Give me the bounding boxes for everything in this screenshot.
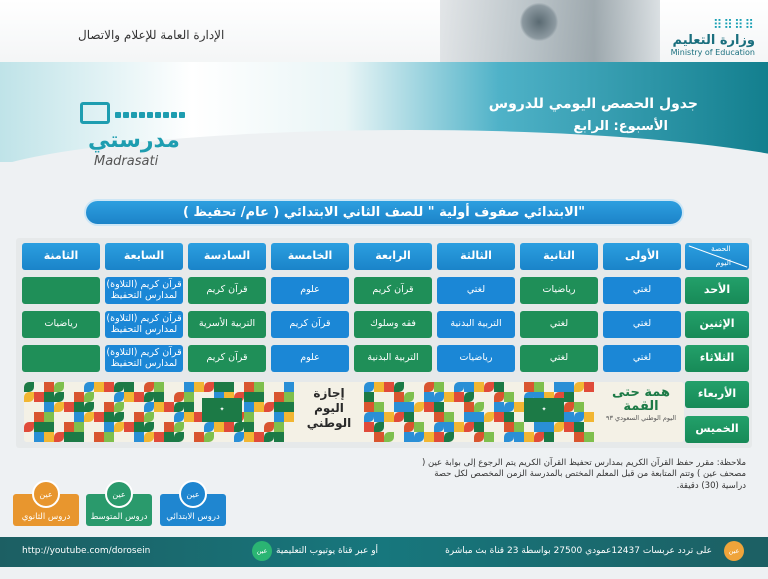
lesson-cell (22, 277, 100, 304)
week-label: الأسبوع: الرابع (573, 119, 668, 134)
lesson-cell: لغتي (520, 311, 598, 338)
ein-icon: عين (32, 480, 60, 508)
lesson-cell: قرآن كريم (التلاوة) لمدارس التحفيظ (105, 345, 183, 372)
period-header: الثالثة (437, 243, 515, 270)
pattern-decoration (364, 382, 602, 442)
period-header: السادسة (188, 243, 266, 270)
holiday-line: الوطني (306, 416, 352, 430)
lesson-cell: فقه وسلوك (354, 311, 432, 338)
lesson-cell: التربية البدنية (354, 345, 432, 372)
day-label-wednesday: الأربعاء (685, 381, 749, 408)
secondary-lessons-button[interactable] (13, 489, 79, 526)
corner-day-label: اليوم (715, 258, 731, 268)
holiday-line: إجازة (313, 386, 345, 400)
lesson-cell: التربية الأسرية (188, 311, 266, 338)
book-icon (80, 102, 110, 124)
lesson-cell: قرآن كريم (271, 311, 349, 338)
ein-tv-icon: عين (724, 541, 744, 561)
period-header: الثانية (520, 243, 598, 270)
period-header: الخامسة (271, 243, 349, 270)
holiday-line: اليوم (314, 401, 344, 415)
himma-logo (604, 386, 678, 422)
youtube-text: أو عبر قناة يوتيوب التعليمية (276, 546, 379, 556)
tv-frequency-text: على تردد عربسات 12437عمودي 27500 بواسطة 23 قناة بث مباشرة (445, 546, 712, 556)
madrasati-logo (80, 100, 200, 170)
himma-subtitle: اليوم الوطني السعودي ٩٣ (605, 413, 677, 422)
ein-channel-icon: عين (252, 541, 272, 561)
ein-icon: عين (179, 480, 207, 508)
lesson-cell: قرآن كريم (188, 277, 266, 304)
lesson-cell: علوم (271, 345, 349, 372)
ministry-name-en: Ministry of Education (670, 48, 755, 57)
youtube-link[interactable]: http://youtube.com/dorosein (22, 546, 151, 556)
stage-label: دروس الثانوي (21, 512, 71, 522)
schedule-title: جدول الحصص اليومي للدروس (488, 96, 698, 112)
period-header: الرابعة (354, 243, 432, 270)
saudi-flag-icon: ✦ (524, 398, 564, 422)
lesson-cell: قرآن كريم (التلاوة) لمدارس التحفيظ (105, 277, 183, 304)
lesson-cell: لغتي (437, 277, 515, 304)
lesson-cell: قرآن كريم (354, 277, 432, 304)
media-department-label: الإدارة العامة للإعلام والاتصال (78, 28, 225, 42)
logo-text-en: Madrasati (94, 154, 159, 169)
lesson-cell (22, 345, 100, 372)
national-day-banner (24, 382, 684, 442)
lesson-cell: لغتي (603, 277, 681, 304)
lesson-cell: رياضيات (22, 311, 100, 338)
table-corner (685, 243, 749, 270)
primary-lessons-button[interactable] (160, 489, 226, 526)
pattern-decoration (24, 382, 294, 442)
ein-icon: عين (105, 480, 133, 508)
day-label-tuesday: الثلاثاء (685, 345, 749, 372)
dots-icon (114, 104, 186, 123)
period-header: الثامنة (22, 243, 100, 270)
stage-label: دروس الابتدائي (166, 512, 220, 522)
himma-title: همة حتى القمة (612, 385, 670, 415)
lesson-cell: قرآن كريم (188, 345, 266, 372)
stage-label: دروس المتوسط (90, 512, 148, 522)
holiday-label (296, 386, 362, 431)
lesson-cell: لغتي (603, 311, 681, 338)
saudi-flag-icon: ✦ (202, 398, 242, 422)
ministry-logo (655, 18, 755, 57)
day-label-thursday: الخميس (685, 416, 749, 443)
intermediate-lessons-button[interactable] (86, 489, 152, 526)
lesson-cell: لغتي (520, 345, 598, 372)
day-label-monday: الإثنين (685, 311, 749, 338)
lesson-cell: لغتي (603, 345, 681, 372)
header-photo-detail (520, 2, 558, 42)
logo-text-ar: مدرستي (88, 128, 180, 153)
bottom-strip (0, 567, 768, 579)
note-text: ملاحظة: مقرر حفظ القرآن الكريم بمدارس تحفيظ القرآن الكريم يتم الرجوع إلى بوابة عين ( مصحف عين ) وتتم المتابعة من قبل المعلم المختص بالمدرسة الزمن المخصص لكل حصة دراسية (30) دقيقة. (422, 458, 746, 491)
lesson-cell: رياضيات (520, 277, 598, 304)
grade-title: "الابتدائي صفوف أولية " للصف الثاني الابتدائي ( عام/ تحفيظ ) (84, 199, 684, 226)
ministry-name-ar: وزارة التعليم (672, 33, 755, 48)
period-header: الأولى (603, 243, 681, 270)
youtube-info (22, 546, 150, 556)
corner-period-label: الحصة (711, 244, 731, 253)
ministry-dots-icon: ⠿⠿⠿⠿ (712, 18, 755, 33)
day-label-sunday: الأحد (685, 277, 749, 304)
lesson-cell: التربية البدنية (437, 311, 515, 338)
period-header: السابعة (105, 243, 183, 270)
lesson-cell: رياضيات (437, 345, 515, 372)
lesson-cell: قرآن كريم (التلاوة) لمدارس التحفيظ (105, 311, 183, 338)
lesson-cell: علوم (271, 277, 349, 304)
